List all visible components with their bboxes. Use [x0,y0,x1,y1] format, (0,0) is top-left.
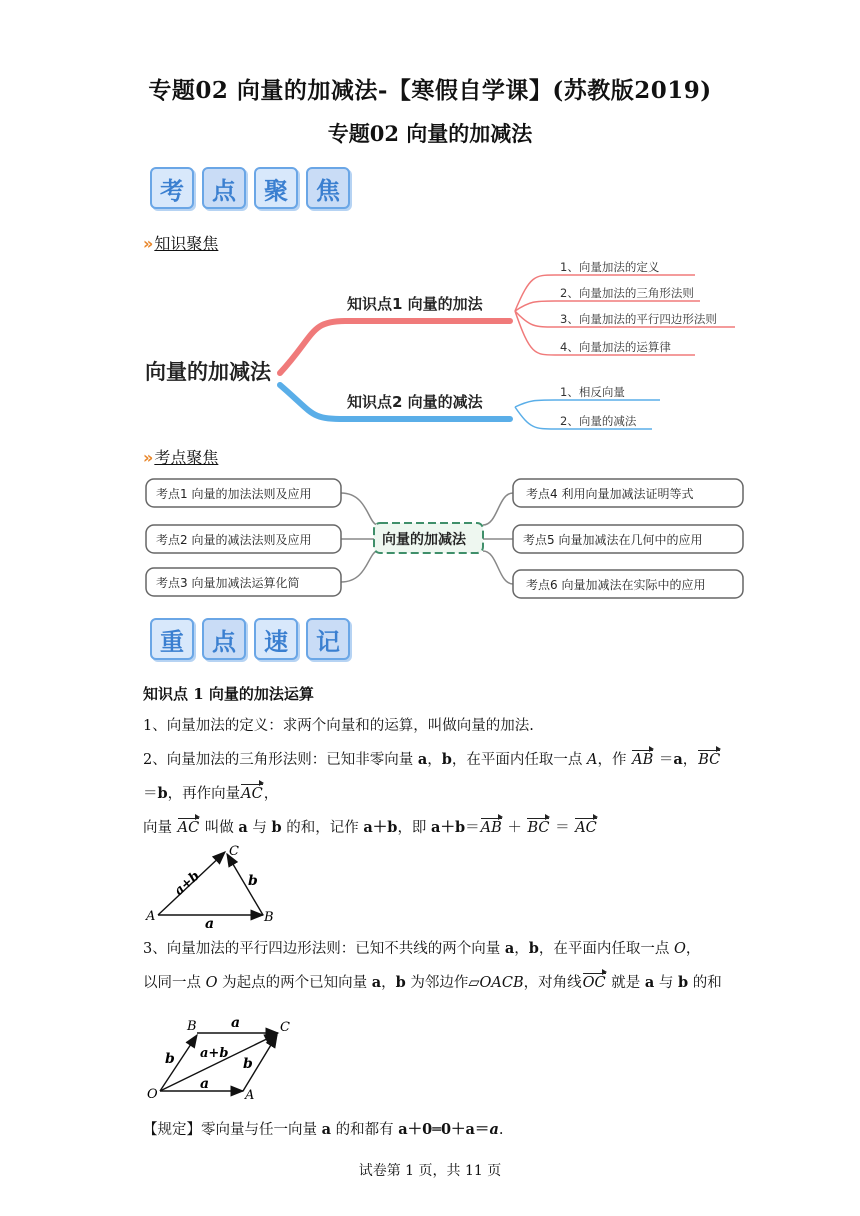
banner-char: 点 [202,167,246,209]
banner-char: 重 [150,618,194,660]
exam-point-4: 考点4 利用向量加减法证明等式 [526,487,694,501]
svg-text:A: A [146,909,156,924]
mindmap-leaf: 2、向量加法的三角形法则 [560,286,694,300]
exam-point-5: 考点5 向量加减法在几何中的应用 [523,533,703,547]
exam-point-1: 考点1 向量的加法法则及应用 [156,487,312,501]
banner-char: 速 [254,618,298,660]
parallelogram-rule-figure [143,1013,303,1101]
mindmap-branch-add [280,321,510,373]
mindmap2-center: 向量的加减法 [382,532,466,548]
svg-text:a+b: a+b [200,1046,229,1061]
banner-char: 聚 [254,167,298,209]
svg-text:b: b [165,1051,175,1067]
mindmap-leaf: 1、向量加法的定义 [560,260,660,274]
exam-point-2: 考点2 向量的减法法则及应用 [156,533,312,547]
mindmap-leaf: 4、向量加法的运算律 [560,340,671,354]
mindmap-leaf: 2、向量的减法 [560,414,637,428]
paragraph-sum-definition: 向量 AC 叫做 a 与 b 的和，记作 a＋b，即 a＋b＝AB ＋ BC ＝ AC [143,817,598,839]
triangle-rule-figure [143,840,283,928]
document-title: 专题02 向量的加减法-【寒假自学课】(苏教版2019) [148,77,712,104]
banner-zhongdian-suji [150,618,350,660]
exam-points-mindmap [143,475,748,605]
banner-char: 点 [202,618,246,660]
svg-text:b: b [248,873,258,889]
svg-text:a: a [205,916,215,928]
paragraph-definition: 1、向量加法的定义：求两个向量和的运算，叫做向量的加法. [143,718,534,734]
knowledge-point-heading: 知识点 1 向量的加法运算 [143,685,314,703]
paragraph-zero-vector-rule: 【规定】零向量与任一向量 a 的和都有 a＋0═0＋a＝a. [143,1121,504,1138]
paragraph-triangle-rule-cont: ＝b，再作向量AC， [143,783,278,805]
paragraph-triangle-rule: 2、向量加法的三角形法则：已知非零向量 a，b，在平面内任取一点 A，作 AB ＝a，BC [143,749,721,771]
mindmap-leaf: 1、相反向量 [560,385,625,399]
mindmap-branch2-label: 知识点2 向量的减法 [347,393,483,411]
svg-text:b: b [243,1056,253,1072]
exam-point-3: 考点3 向量加减法运算化简 [156,576,300,590]
banner-char: 考 [150,167,194,209]
svg-text:C: C [229,844,239,859]
svg-text:O: O [147,1087,158,1101]
page-footer: 试卷第 1 页，共 11 页 [358,1163,502,1179]
knowledge-mindmap [140,255,740,440]
svg-text:B: B [264,910,274,925]
mindmap-leaf: 3、向量加法的平行四边形法则 [560,312,717,326]
section-kaodian-jujiao: » 考点聚焦 [143,448,219,467]
section-zhishi-jujiao: » 知识聚焦 [143,234,219,253]
svg-text:C: C [280,1020,290,1035]
svg-text:B: B [187,1019,197,1034]
document-subtitle: 专题02 向量的加减法 [327,121,533,146]
banner-char: 焦 [306,167,350,209]
banner-kaodian-jujiao [150,167,350,209]
paragraph-parallelogram-rule-cont: 以同一点 O 为起点的两个已知向量 a，b 为邻边作▱OACB，对角线OC 就是 a 与 b 的和 [143,972,722,994]
paragraph-parallelogram-rule: 3、向量加法的平行四边形法则：已知不共线的两个向量 a，b，在平面内任取一点 O， [143,940,701,957]
mindmap-branch1-label: 知识点1 向量的加法 [347,295,483,313]
svg-text:a: a [200,1076,210,1092]
svg-text:a+b: a+b [171,868,203,899]
svg-text:a: a [231,1015,241,1031]
svg-text:A: A [245,1088,255,1101]
banner-char: 记 [306,618,350,660]
double-chevron-icon: » [143,448,151,467]
double-chevron-icon: » [143,234,151,253]
mindmap-root: 向量的加减法 [145,360,271,384]
exam-point-6: 考点6 向量加减法在实际中的应用 [526,578,706,592]
